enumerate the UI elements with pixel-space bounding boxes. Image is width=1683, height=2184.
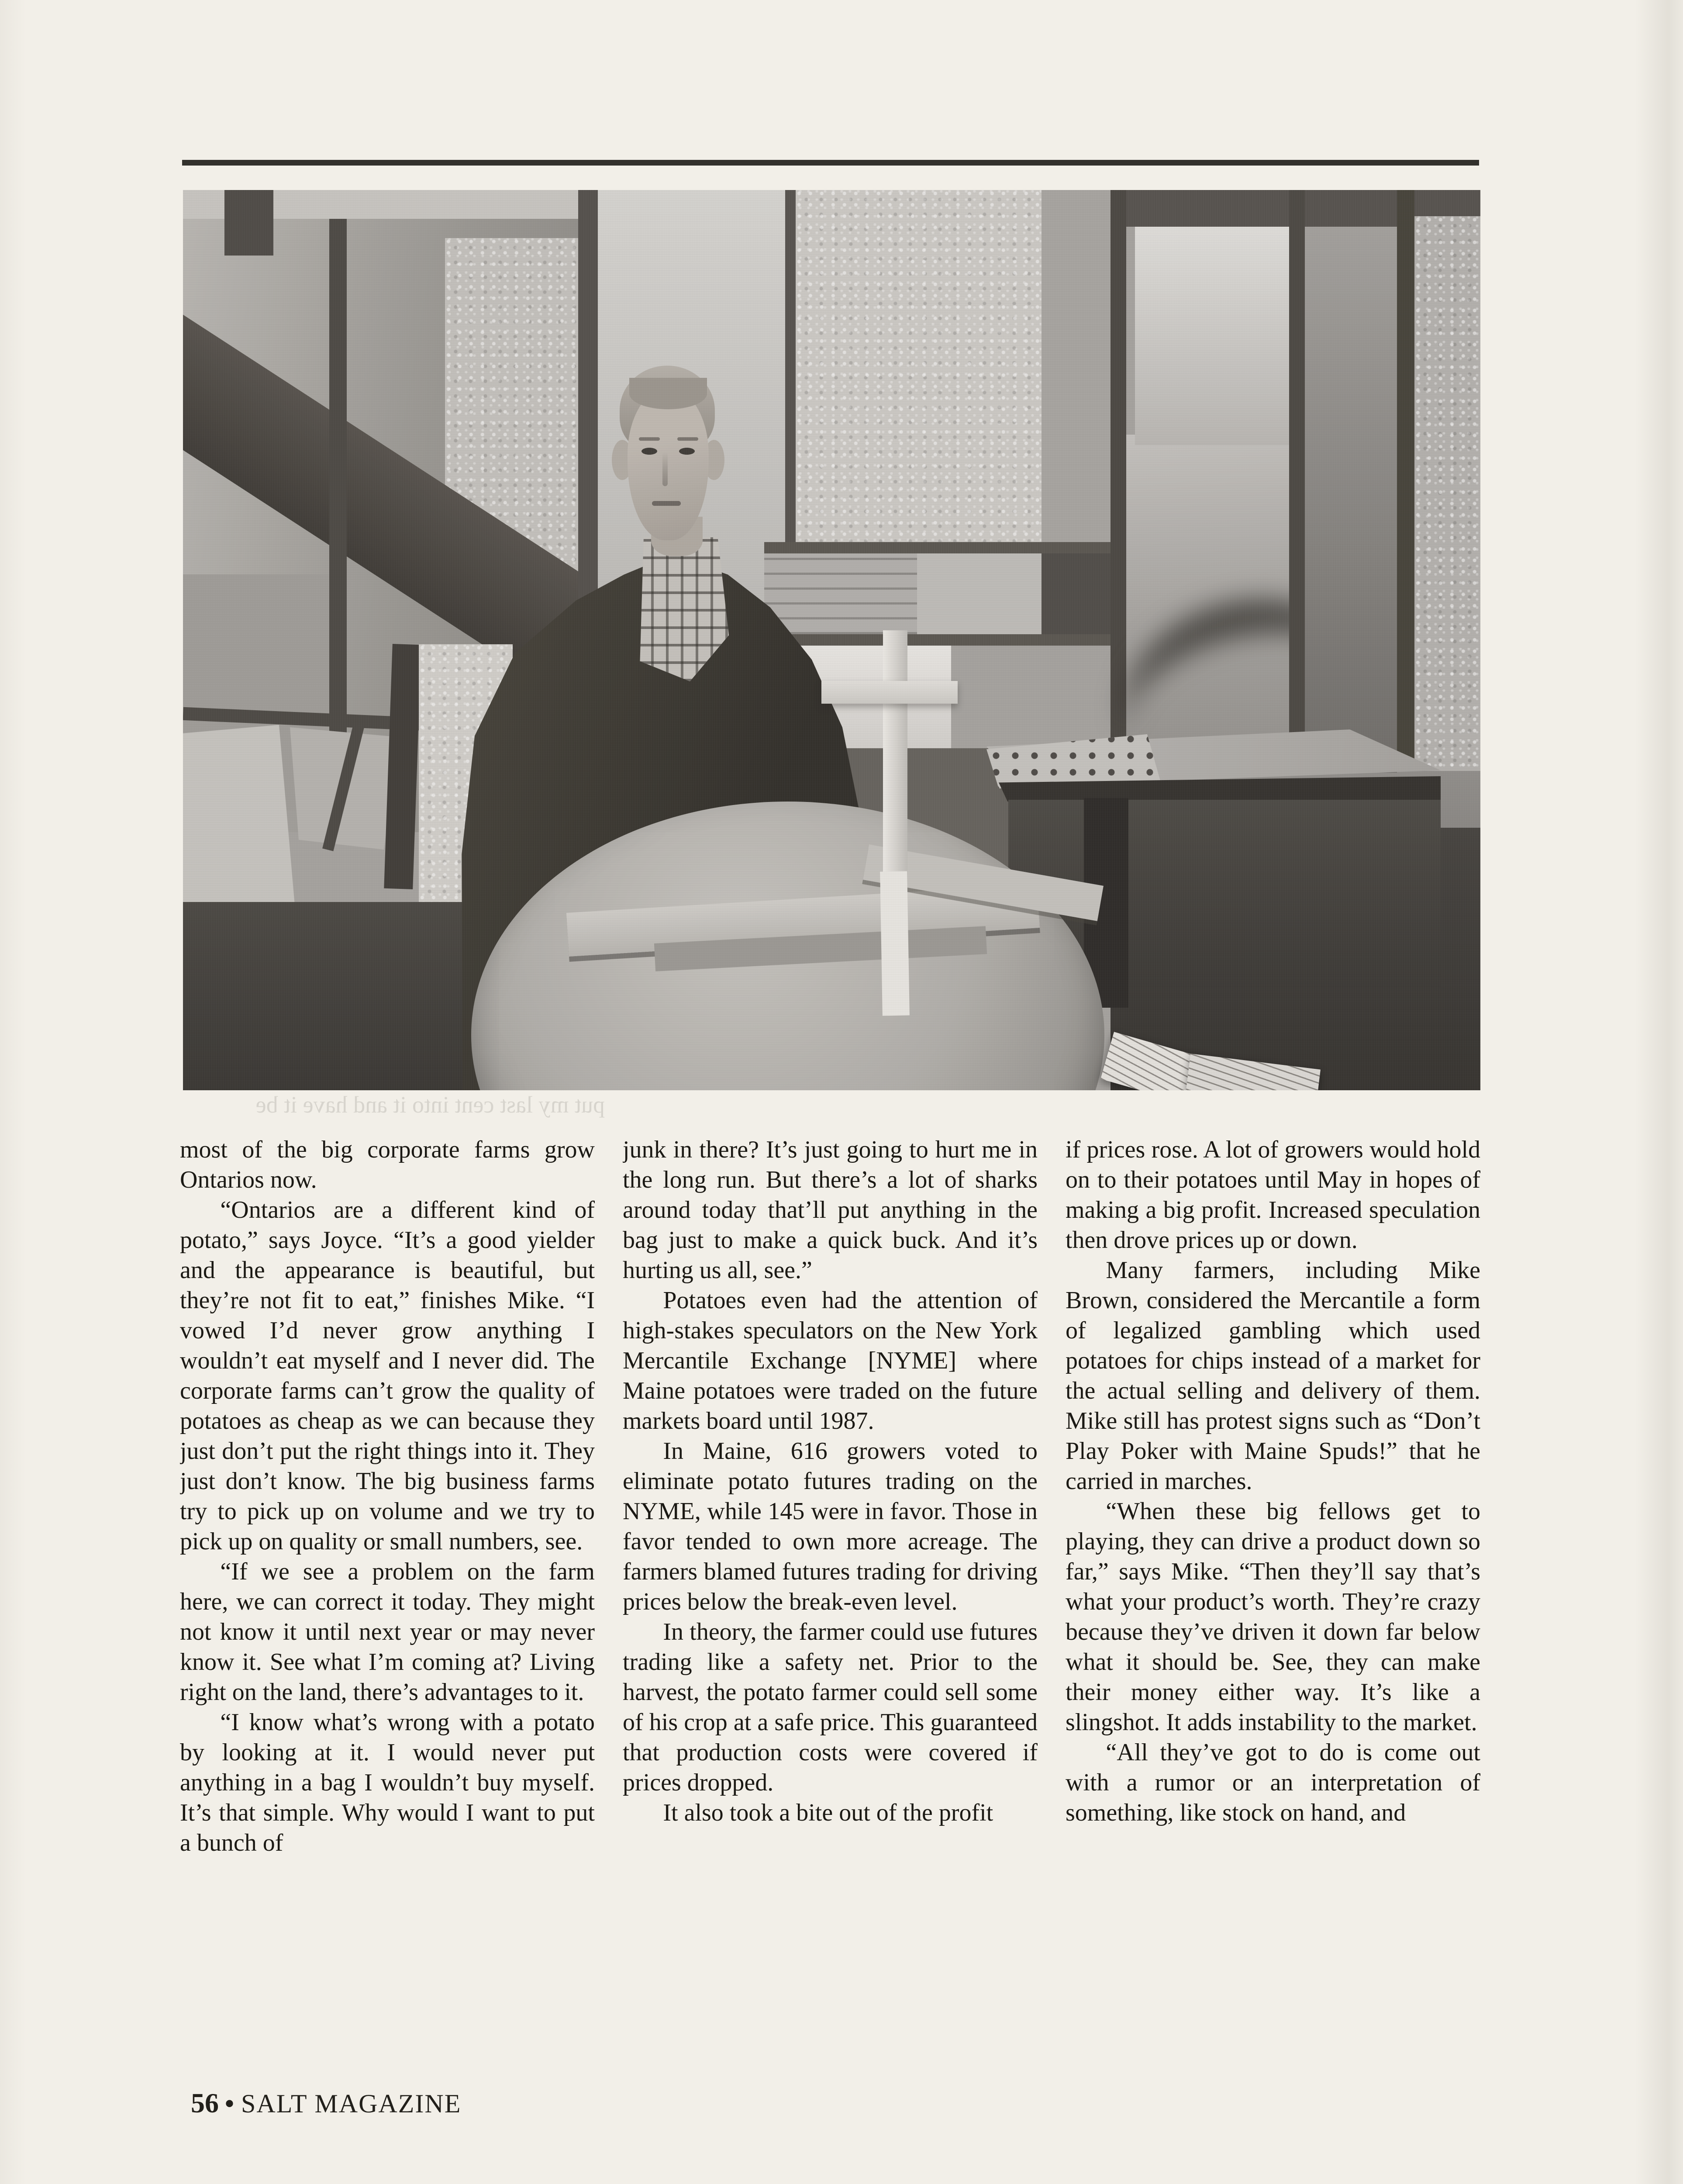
article-column-2: [623, 1135, 1038, 1828]
bleed-through-text: put my last cent into it and have it be: [255, 1092, 605, 1118]
article-paragraph: It also took a bite out of the profit: [663, 1799, 993, 1826]
article-paragraph: “All they’ve got to do is come out with a rumor or an interpretation of something, like stock on hand, and: [1066, 1739, 1480, 1826]
page-footer: [191, 2087, 461, 2119]
page-number: 56: [191, 2087, 219, 2118]
article-paragraph: “When these big fellows get to playing, they can drive a product down so far,” says Mike. “Then they’ll say that’s what your product’s worth. They’re crazy because they’ve driven it down far below what it should be. See, they can make their money either way. It’s like a slingshot. It adds instability to the market.: [1066, 1498, 1480, 1736]
photo-tint-overlay: [183, 190, 1480, 1090]
article-paragraph: In theory, the farmer could use futures trading like a safety net. Prior to the harvest, the potato farmer could sell some of his crop at a safe price. This guaranteed that production costs were covered if prices dropped.: [623, 1618, 1038, 1796]
article-photo: [183, 190, 1480, 1090]
header-rule: [182, 160, 1479, 166]
footer-bullet: •: [225, 2089, 235, 2118]
article-paragraph: Potatoes even had the attention of high-stakes speculators on the New York Mercantile Exchange [NYME] where Maine potatoes were traded on the future markets board until 1987.: [623, 1287, 1038, 1434]
article-column-1: [180, 1135, 595, 1858]
page-right-edge: [1635, 0, 1683, 2184]
article-paragraph: “If we see a problem on the farm here, we can correct it today. They might not know it until next year or may never know it. See what I’m coming at? Living right on the land, there’s advantages to it.: [180, 1558, 595, 1706]
article-paragraph: if prices rose. A lot of growers would hold on to their potatoes until May in hopes of making a big profit. Increased speculation then drove prices up or down.: [1066, 1136, 1480, 1254]
article-column-3: [1066, 1135, 1480, 1828]
article-paragraph: most of the big corporate farms grow Ontarios now.: [180, 1136, 595, 1193]
article-paragraph: junk in there? It’s just going to hurt me in the long run. But there’s a lot of sharks around today that’ll put anything in the bag just to make a quick buck. And it’s hurting us all, see.”: [623, 1136, 1038, 1284]
article-paragraph: “Ontarios are a different kind of potato,” says Joyce. “It’s a good yielder and the appearance is beautiful, but they’re not fit to eat,” finishes Mike. “I vowed I’d never grow anything I wouldn’t eat myself and I never did. The corporate farms can’t grow the quality of potatoes as cheap as we can because they just don’t put the right things into it. They just don’t know. The big business farms try to pick up on volume and we try to pick up on quality or small numbers, see.: [180, 1196, 595, 1555]
magazine-name: SALT MAGAZINE: [241, 2089, 462, 2118]
page-left-edge: [0, 0, 26, 2184]
article-paragraph: Many farmers, including Mike Brown, considered the Mercantile a form of legalized gambling which used potatoes for chips instead of a market for the actual selling and delivery of them. Mike still has protest signs such as “Don’t Play Poker with Maine Spuds!” that he carried in marches.: [1066, 1257, 1480, 1495]
article-paragraph: In Maine, 616 growers voted to eliminate potato futures trading on the NYME, while 145 were in favor. Those in favor tended to own more acreage. The farmers blamed futures trading for driving prices below the break-even level.: [623, 1438, 1038, 1615]
article-paragraph: “I know what’s wrong with a potato by looking at it. I would never put anything in a bag I wouldn’t buy myself. It’s that simple. Why would I want to put a bunch of: [180, 1709, 595, 1856]
